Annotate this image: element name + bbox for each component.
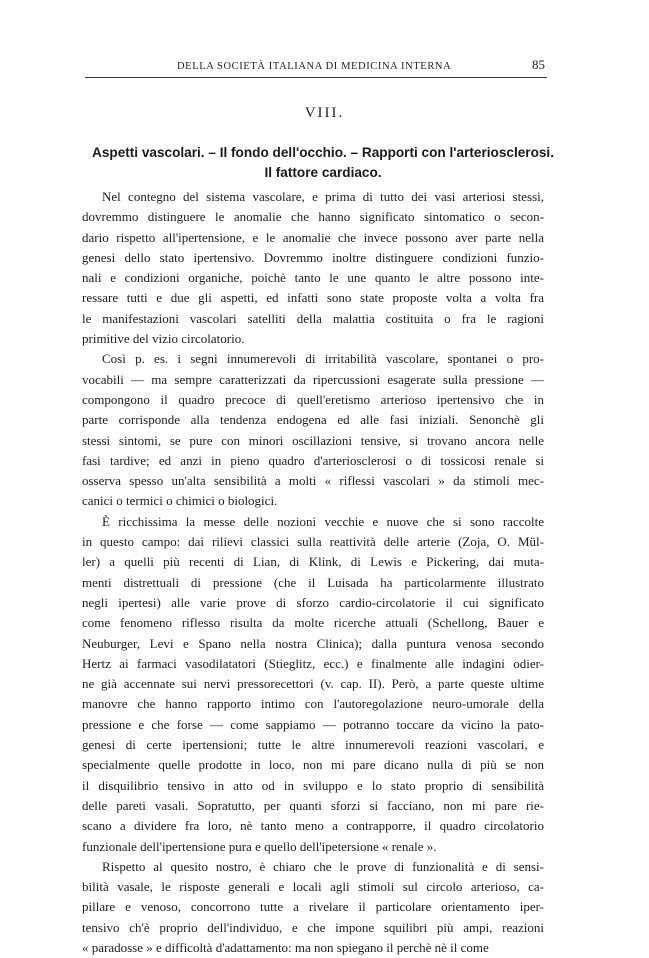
section-heading [70,143,576,183]
text-line: È ricchissima la messe delle nozioni vecchie e nuove che si sono raccolte [102,513,544,529]
text-line: primitive del vizio circolatorio. [82,331,245,347]
text-line: manovre che hanno rapporto intimo con l'autoregolazione neuro-umorale della [82,696,544,712]
running-header-title: DELLA SOCIETÀ ITALIANA DI MEDICINA INTERNA [177,61,452,72]
text-line: funzionale dell'ipertensione pura e quello dell'ipetersione « renale ». [82,838,437,854]
section-heading-line-2: Il fattore cardiaco. [264,165,382,180]
text-line: in questo campo: dai rilievi classici sulla reattività delle arterie (Zoja, O. Mül- [82,534,544,550]
text-line: il disquilibrio tensivo in atto od in sviluppo e lo stato proprio di sensibilità [82,777,544,793]
text-line: come fenomeno riflesso risulta da molte ricerche attuali (Schellong, Bauer e [82,615,544,631]
text-line: negli ipertesi) alle varie prove di sforzo cardio-circolatorie il cui significato [82,594,544,610]
text-line: pressione e che forse — come sappiamo — potranno toccare da vicino la pato- [82,716,544,732]
text-line: nali e condizioni organiche, poichè tanto le une quanto le altre possono inte- [82,270,544,286]
text-line: vocabili — ma sempre caratterizzati da ripercussioni esagerate sulla pressione — [82,371,544,387]
text-line: Neuburger, Levi e Spano nella nostra Clinica); dalla puntura venosa secondo [82,635,544,651]
chapter-numeral: VIII. [304,105,345,121]
body-text [82,187,544,958]
section-heading-line-1: Aspetti vascolari. – Il fondo dell'occhio. – Rapporti con l'arteriosclerosi. [92,145,554,160]
text-line: Rispetto al quesito nostro, è chiaro che le prove di funzionalità e di sensi- [102,858,544,874]
text-line: ler) a quelli più recenti di Lian, di Klink, di Lewis e Pickering, dai muta- [82,554,544,570]
text-line: specialmente quelle prodotte in loco, non mi pare dicano nulla di più se non [82,757,544,773]
text-line: scano a dividere fra loro, nè tanto meno a contrapporre, il quadro circolatorio [82,818,544,834]
text-line: dovremmo distinguere le anomalie che hanno significato sintomatico o secon- [82,209,544,225]
text-line: menti distrettuali di pressione (che il Luisada ha particolarmente illustrato [82,574,544,590]
text-line: ne già accennate sui nervi pressorecettori (v. cap. II). Però, a parte queste ultime [82,676,544,692]
text-line: bilità vasale, le risposte generali e locali agli stimoli sul circolo arterioso, ca- [82,879,544,895]
text-line: delle pareti vasali. Sopratutto, per quanti sforzi si facciano, non mi pare rie- [82,797,544,813]
text-line: Hertz ai farmaci vasodilatatori (Stieglitz, ecc.) e finalmente alle indagini odier- [82,655,544,671]
paragraph [82,857,544,958]
text-line: Nel contegno del sistema vascolare, e prima di tutto dei vasi arteriosi stessi, [102,189,544,204]
text-line: Così p. es. i segni innumerevoli di irritabilità vascolare, spontanei o pro- [102,351,544,367]
text-line: le manifestazioni vascolari satelliti della malattia costituita o fra le ragioni [82,310,544,326]
text-line: fasi tardive; ed anzi in pieno quadro d'arteriosclerosi o di tossicosi renale si [82,452,544,468]
text-line: tensivo ch'è proprio dell'individuo, e che impone squilibri più ampi, reazioni [82,919,544,935]
text-line: genesi di certe ipertensioni; tutte le altre innumerevoli reazioni vascolari, e [82,737,544,753]
text-line: stessi sintomi, se pure con minori oscillazioni tensive, si trovano ancora nelle [82,432,544,448]
text-line: compongono il quadro precoce di quell'eretismo arterioso ipertensivo che in [82,391,544,407]
paragraph [82,349,544,511]
running-header [85,57,547,78]
paragraph [82,512,544,857]
text-line: dario rispetto all'ipertensione, e le anomalie che invece possono aver parte nella [82,229,544,245]
page-number: 85 [532,57,545,72]
text-line: ressare tutti e due gli aspetti, ed infatti sono state proposte volta a volta fra [82,290,544,306]
text-line: « paradosse » e difficoltà d'adattamento: ma non spiegano il perchè nè il come [82,939,489,955]
text-line: parte corrisponde alla tendenza endogena ed alle fasi iniziali. Senonchè gli [82,412,544,428]
paragraph [82,187,544,349]
text-line: genesi dello stato ipertensivo. Dovremmo inoltre distinguere condizioni funzio- [82,249,544,265]
text-line: osserva spesso un'alta sensibilità a molti « riflessi vascolari » da stimoli mec- [82,473,544,489]
text-line: canici o termici o chimici o biologici. [82,493,278,509]
text-line: pillare e venoso, concorrono tutte a rivelare il particolare orientamento iper- [82,899,544,915]
